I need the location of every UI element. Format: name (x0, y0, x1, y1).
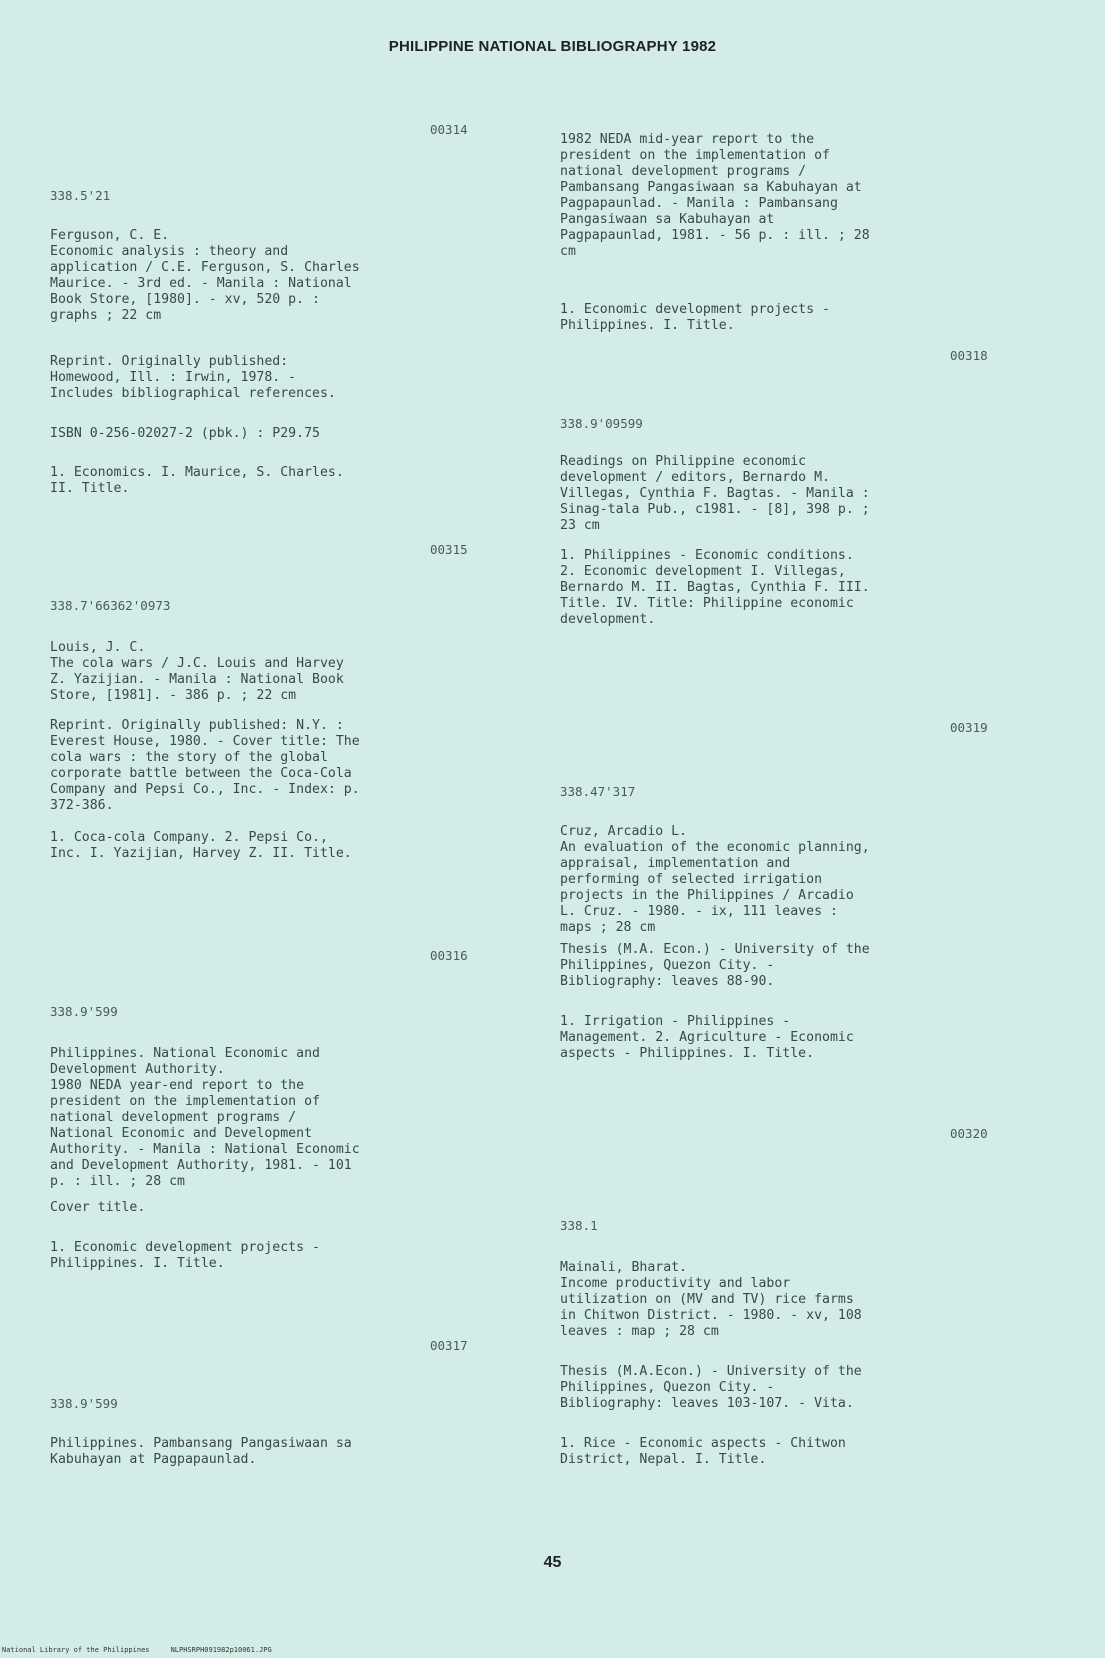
class-number: 338.47'317 (560, 784, 636, 799)
page-title: PHILIPPINE NATIONAL BIBLIOGRAPHY 1982 (388, 38, 717, 55)
entry-description: 1982 NEDA mid-year report to the president on the implementation of national development programs / Pambansang Pangasiwaan sa Kabuhayan at Pagpapaunlad. - Manila : Pambansang Pangasiwaan sa Kabuhayan at Pagpapaunlad, 1981. - 56 p. : ill. ; 28 cm (560, 132, 870, 259)
entry-description: Ferguson, C. E. Economic analysis : theory and application / C.E. Ferguson, S. Charles Maurice. - 3rd ed. - Manila : National Book Store, [1980]. - xv, 520 p. : graphs ; 22 cm (50, 228, 360, 323)
entry-subjects: 1. Rice - Economic aspects - Chitwon District, Nepal. I. Title. (560, 1436, 846, 1467)
entry-subjects: 1. Economic development projects - Philippines. I. Title. (50, 1240, 320, 1271)
entry-isbn: ISBN 0-256-02027-2 (pbk.) : P29.75 (50, 426, 320, 441)
entry-number: 00319 (950, 720, 988, 735)
class-number: 338.9'599 (50, 1004, 118, 1019)
class-number: 338.1 (560, 1218, 598, 1233)
entry-description: Cruz, Arcadio L. An evaluation of the economic planning, appraisal, implementation and performing of selected irrigation projects in the Philippines / Arcadio L. Cruz. - 1980. - ix, 111 leaves : maps ; 28 cm (560, 824, 870, 935)
entry-description: Louis, J. C. The cola wars / J.C. Louis and Harvey Z. Yazijian. - Manila : National Book Store, [1981]. - 386 p. ; 22 cm (50, 640, 344, 703)
entry-note: Reprint. Originally published: Homewood, Ill. : Irwin, 1978. - Includes bibliographical references. (50, 354, 336, 401)
class-number: 338.9'09599 (560, 416, 643, 431)
entry-note: Cover title. (50, 1200, 146, 1215)
entry-note: Reprint. Originally published: N.Y. : Everest House, 1980. - Cover title: The cola wars : the story of the global corporate battle between the Coca-Cola Company and Pepsi Co., Inc. - Index: p. 372-386. (50, 718, 360, 813)
entry-note: Thesis (M.A. Econ.) - University of the Philippines, Quezon City. - Bibliography: leaves 88-90. (560, 942, 870, 989)
entry-number: 00314 (430, 122, 468, 137)
class-number: 338.9'599 (50, 1396, 118, 1411)
entry-number: 00315 (430, 542, 468, 557)
scan-credit: National Library of the Philippines NLPHSRPH091982p10061.JPG (2, 1646, 272, 1654)
class-number: 338.5'21 (50, 188, 111, 203)
entry-subjects: 1. Coca-cola Company. 2. Pepsi Co., Inc. I. Yazijian, Harvey Z. II. Title. (50, 830, 352, 861)
entry-subjects: 1. Economics. I. Maurice, S. Charles. II. Title. (50, 465, 344, 496)
entry-subjects: 1. Irrigation - Philippines - Management. 2. Agriculture - Economic aspects - Philippines. I. Title. (560, 1014, 854, 1061)
entry-number: 00317 (430, 1338, 468, 1353)
entry-subjects: 1. Philippines - Economic conditions. 2. Economic development I. Villegas, Bernardo M. II. Bagtas, Cynthia F. III. Title. IV. Title: Philippine economic development. (560, 548, 870, 627)
entry-description: Readings on Philippine economic development / editors, Bernardo M. Villegas, Cynthia F. Bagtas. - Manila : Sinag-tala Pub., c1981. - [8], 398 p. ; 23 cm (560, 454, 870, 533)
entry-description: Philippines. National Economic and Development Authority. 1980 NEDA year-end report to the president on the implementation of national development programs / National Economic and Development Authority. - Manila : National Economic and Development Authority, 1981. - 101 p. : ill. ; 28 cm (50, 1046, 360, 1189)
class-number: 338.7'66362'0973 (50, 598, 171, 613)
entry-description: Mainali, Bharat. Income productivity and labor utilization on (MV and TV) rice farms in Chitwon District. - 1980. - xv, 108 leaves : map ; 28 cm (560, 1260, 862, 1339)
entry-subjects: 1. Economic development projects - Philippines. I. Title. (560, 302, 830, 333)
entry-number: 00318 (950, 348, 988, 363)
page-number: 45 (543, 1554, 562, 1571)
entry-number: 00320 (950, 1126, 988, 1141)
entry-note: Thesis (M.A.Econ.) - University of the Philippines, Quezon City. - Bibliography: leaves 103-107. - Vita. (560, 1364, 862, 1411)
entry-description: Philippines. Pambansang Pangasiwaan sa Kabuhayan at Pagpapaunlad. (50, 1436, 352, 1467)
entry-number: 00316 (430, 948, 468, 963)
